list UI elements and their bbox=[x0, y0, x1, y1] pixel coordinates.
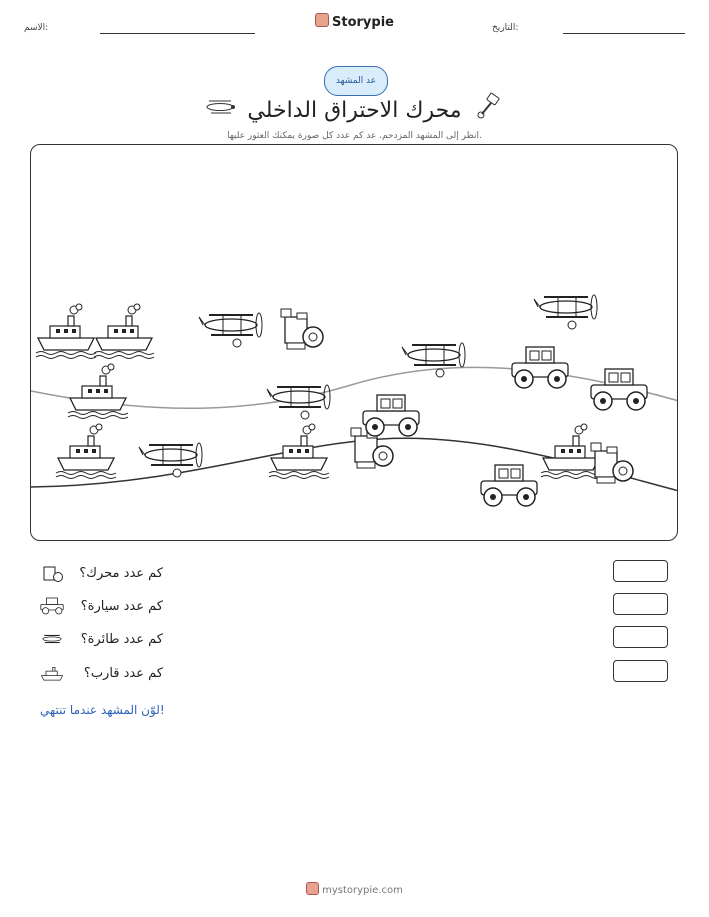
name-label: الاسم: bbox=[24, 23, 49, 33]
engine-3 bbox=[591, 443, 633, 483]
question-airplane: كم عدد طائرة؟ bbox=[80, 632, 163, 647]
date-line[interactable] bbox=[563, 33, 685, 34]
boat-2 bbox=[94, 304, 154, 359]
storypie-logo-icon bbox=[315, 13, 329, 27]
scene-illustration bbox=[31, 145, 678, 541]
boat-5 bbox=[269, 424, 329, 479]
plane-3 bbox=[534, 295, 597, 329]
storypie-logo-icon bbox=[306, 882, 319, 895]
answer-box-boat[interactable] bbox=[613, 660, 668, 682]
car-icon bbox=[40, 595, 64, 617]
site-footer bbox=[0, 882, 709, 896]
question-boat: كم عدد قارب؟ bbox=[83, 666, 163, 681]
car-4 bbox=[481, 465, 537, 506]
airplane-icon bbox=[40, 628, 64, 650]
boat-1 bbox=[36, 304, 96, 359]
plane-5 bbox=[139, 443, 202, 477]
boat-icon bbox=[40, 662, 64, 684]
piston-icon bbox=[474, 92, 502, 120]
page-title: محرك الاحتراق الداخلي bbox=[247, 98, 462, 123]
answer-box-engine[interactable] bbox=[613, 560, 668, 582]
plane-1 bbox=[199, 313, 262, 347]
brand-logo bbox=[0, 13, 709, 30]
engine-icon bbox=[40, 562, 64, 584]
brand-name: Storypie bbox=[332, 15, 394, 30]
count-scene-badge: عد المشهد bbox=[324, 66, 388, 96]
engine-1 bbox=[281, 309, 323, 349]
boat-3 bbox=[68, 364, 128, 419]
airplane-icon bbox=[203, 95, 237, 117]
question-car: كم عدد سيارة؟ bbox=[80, 599, 163, 614]
boat-4 bbox=[56, 424, 116, 479]
date-label: التاريخ: bbox=[492, 23, 519, 33]
instructions: انظر إلى المشهد المزدحم. عد كم عدد كل صورة يمكنك العثور عليها. bbox=[227, 131, 482, 141]
name-line[interactable] bbox=[100, 33, 255, 34]
car-2 bbox=[591, 369, 647, 410]
car-3 bbox=[363, 395, 419, 436]
color-instruction: لوّن المشهد عندما تنتهي! bbox=[40, 703, 165, 717]
site-url: mystorypie.com bbox=[322, 885, 403, 896]
answer-box-car[interactable] bbox=[613, 593, 668, 615]
scene-frame bbox=[30, 144, 678, 541]
answer-box-airplane[interactable] bbox=[613, 626, 668, 648]
question-engine: كم عدد محرك؟ bbox=[79, 566, 163, 581]
car-1 bbox=[512, 347, 568, 388]
